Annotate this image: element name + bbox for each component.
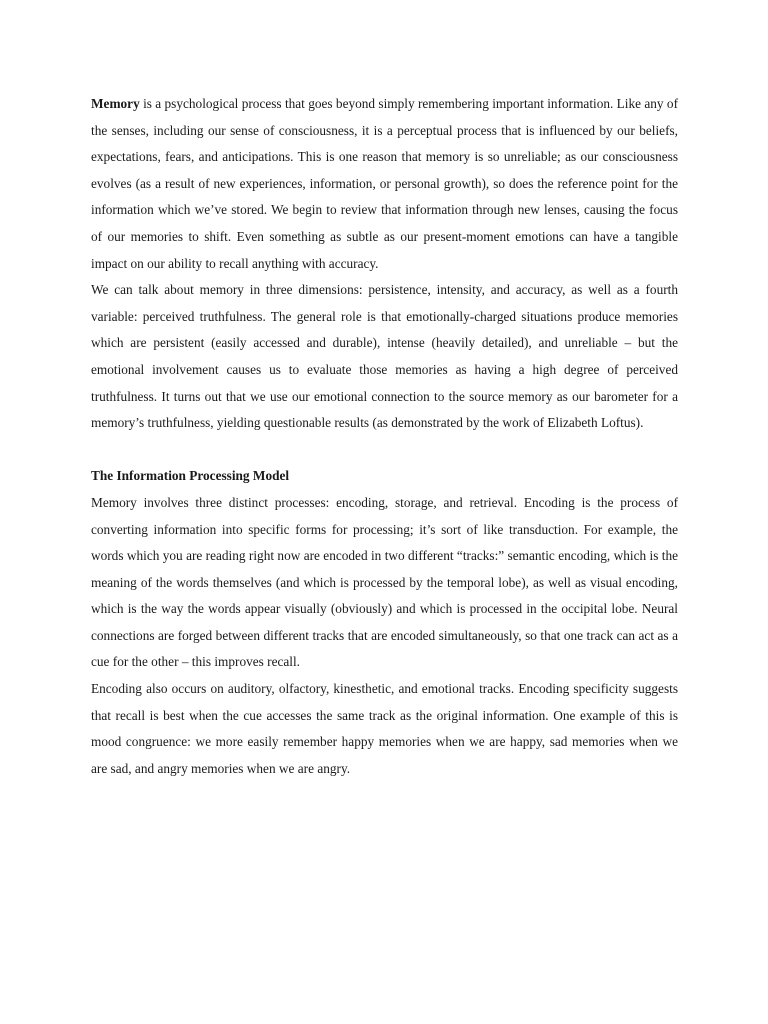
intro-paragraph-1-text: is a psychological process that goes beyond simply remembering important information. Like any of the senses, including our sense of consciousness, it is a perceptual process that is influenced by our beliefs, expectations, fears, and anticipations. This is one reason that memory is so unreliable; as our consciousness evolves (as a result of new experiences, information, or personal growth), so does the reference point for the information which we’ve stored. We begin to review that information through new lenses, causing the focus of our memories to shift. Even something as subtle as our present-moment emotions can have a tangible impact on our ability to recall anything with accuracy. [91,96,678,271]
document-page [91,91,678,782]
intro-paragraph-1 [91,91,678,277]
section-spacer [91,437,678,464]
lead-term: Memory [91,96,140,111]
section-paragraph-1: Memory involves three distinct processes: encoding, storage, and retrieval. Encoding is the process of converting information into specific forms for processing; it’s sort of like transduction. For example, the words which you are reading right now are encoded in two different “tracks:” semantic encoding, which is the meaning of the words themselves (and which is processed by the temporal lobe), as well as visual encoding, which is the way the words appear visually (obviously) and which is processed in the occipital lobe. Neural connections are forged between different tracks that are encoded simultaneously, so that one track can act as a cue for the other – this improves recall. [91,494,678,670]
section-heading: The Information Processing Model [91,468,290,484]
intro-paragraph-2: We can talk about memory in three dimensions: persistence, intensity, and accuracy, as well as a fourth variable: perceived truthfulness. The general role is that emotionally-charged situations produce memories which are persistent (easily accessed and durable), intense (heavily detailed), and unreliable – but the emotional involvement causes us to evaluate those memories as having a high degree of perceived truthfulness. It turns out that we use our emotional connection to the source memory as our barometer for a memory’s truthfulness, yielding questionable results (as demonstrated by the work of Elizabeth Loftus). [91,282,678,431]
section-paragraph-2: Encoding also occurs on auditory, olfactory, kinesthetic, and emotional tracks. Encoding specificity suggests that recall is best when the cue accesses the same track as the original information. One example of this is mood congruence: we more easily remember happy memories when we are happy, sad memories when we are sad, and angry memories when we are angry. [91,681,678,776]
